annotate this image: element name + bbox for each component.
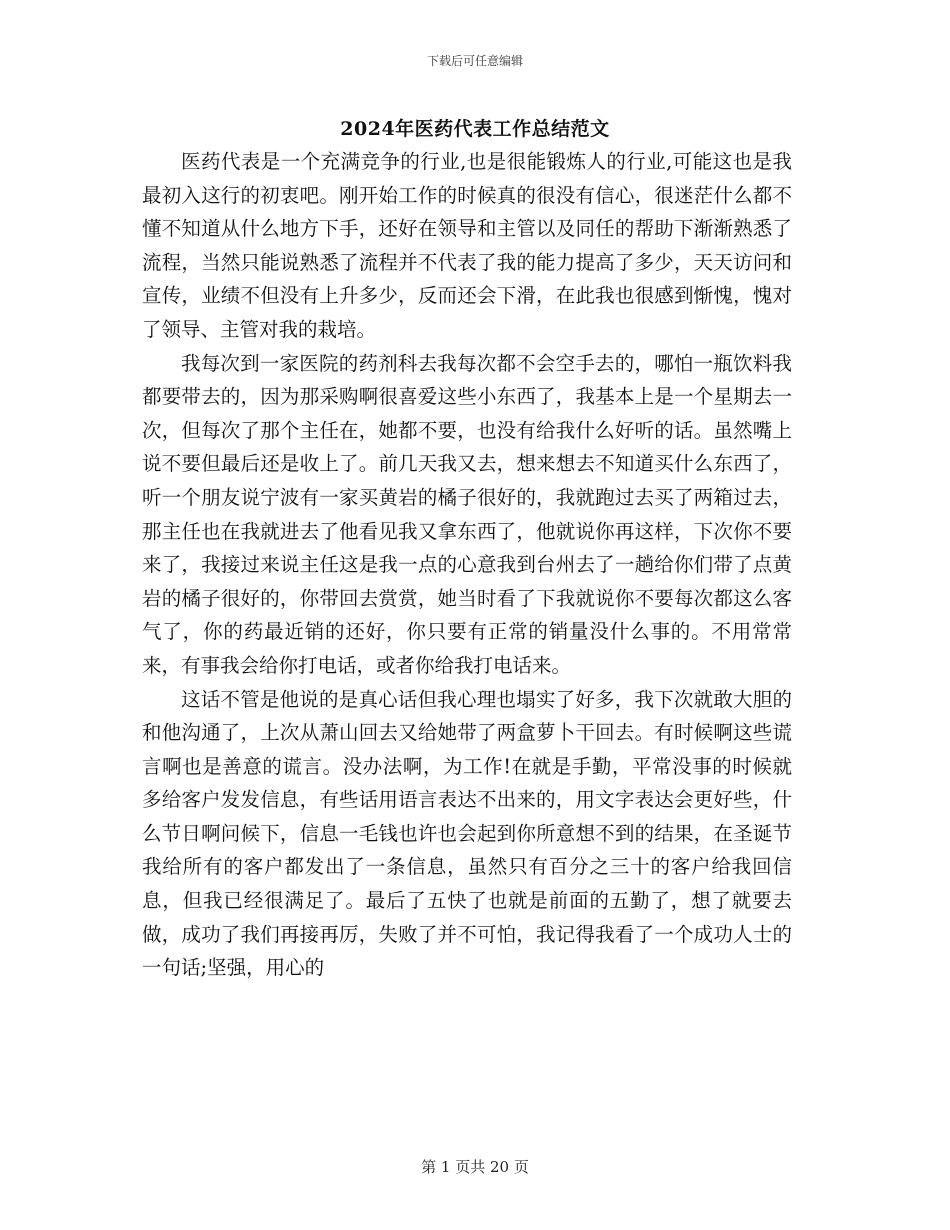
paragraph-2: 我每次到一家医院的药剂科去我每次都不会空手去的，哪怕一瓶饮料我都要带去的，因为那采购啊很喜爱这些小东西了，我基本上是一个星期去一次，但每次了那个主任在，她都不要，也没有给我什么好听的话。虽然嘴上说不要但最后还是收上了。前几天我又去，想来想去不知道买什么东西了，听一个朋友说宁波有一家买黄岩的橘子很好的，我就跑过去买了两箱过去，那主任也在我就进去了他看见我又拿东西了，他就说你再这样，下次你不要来了，我接过来说主任这是我一点的心意我到台州去了一趟给你们带了点黄岩的橘子很好的，你带回去赏赏，她当时看了下我就说你不要每次都这么客气了，你的药最近销的还好，你只要有正常的销量没什么事的。不用常常来，有事我会给你打电话，或者你给我打电话来。 bbox=[142, 351, 792, 677]
page-number-footer: 第 1 页共 20 页 bbox=[421, 1158, 529, 1176]
paragraph-3: 这话不管是他说的是真心话但我心理也塌实了好多，我下次就敢大胆的和他沟通了，上次从萧山回去又给她带了两盒萝卜干回去。有时候啊这些谎言啊也是善意的谎言。没办法啊，为工作!在就是手勤，平常没事的时候就多给客户发发信息，有些话用语言表达不出来的，用文字表达会更好些，什么节日啊问候下，信息一毛钱也许也会起到你所意想不到的结果，在圣诞节我给所有的客户都发出了一条信息，虽然只有百分之三十的客户给我回信息，但我已经很满足了。最后了五快了也就是前面的五勤了，想了就要去做，成功了我们再接再厉，失败了并不可怕，我记得我看了一个成功人士的一句话;坚强，用心的 bbox=[142, 687, 792, 980]
document-body bbox=[142, 145, 792, 985]
document-title: 2024年医药代表工作总结范文 bbox=[340, 118, 610, 140]
paragraph-1: 医药代表是一个充满竞争的行业,也是很能锻炼人的行业,可能这也是我最初入这行的初衷吧。刚开始工作的时候真的很没有信心，很迷茫什么都不懂不知道从什么地方下手，还好在领导和主管以及同任的帮助下渐渐熟悉了流程，当然只能说熟悉了流程并不代表了我的能力提高了多少，天天访问和宣传，业绩不但没有上升多少，反而还会下滑，在此我也很感到惭愧，愧对了领导、主管对我的栽培。 bbox=[142, 150, 792, 341]
header-note: 下载后可任意编辑 bbox=[426, 54, 523, 68]
